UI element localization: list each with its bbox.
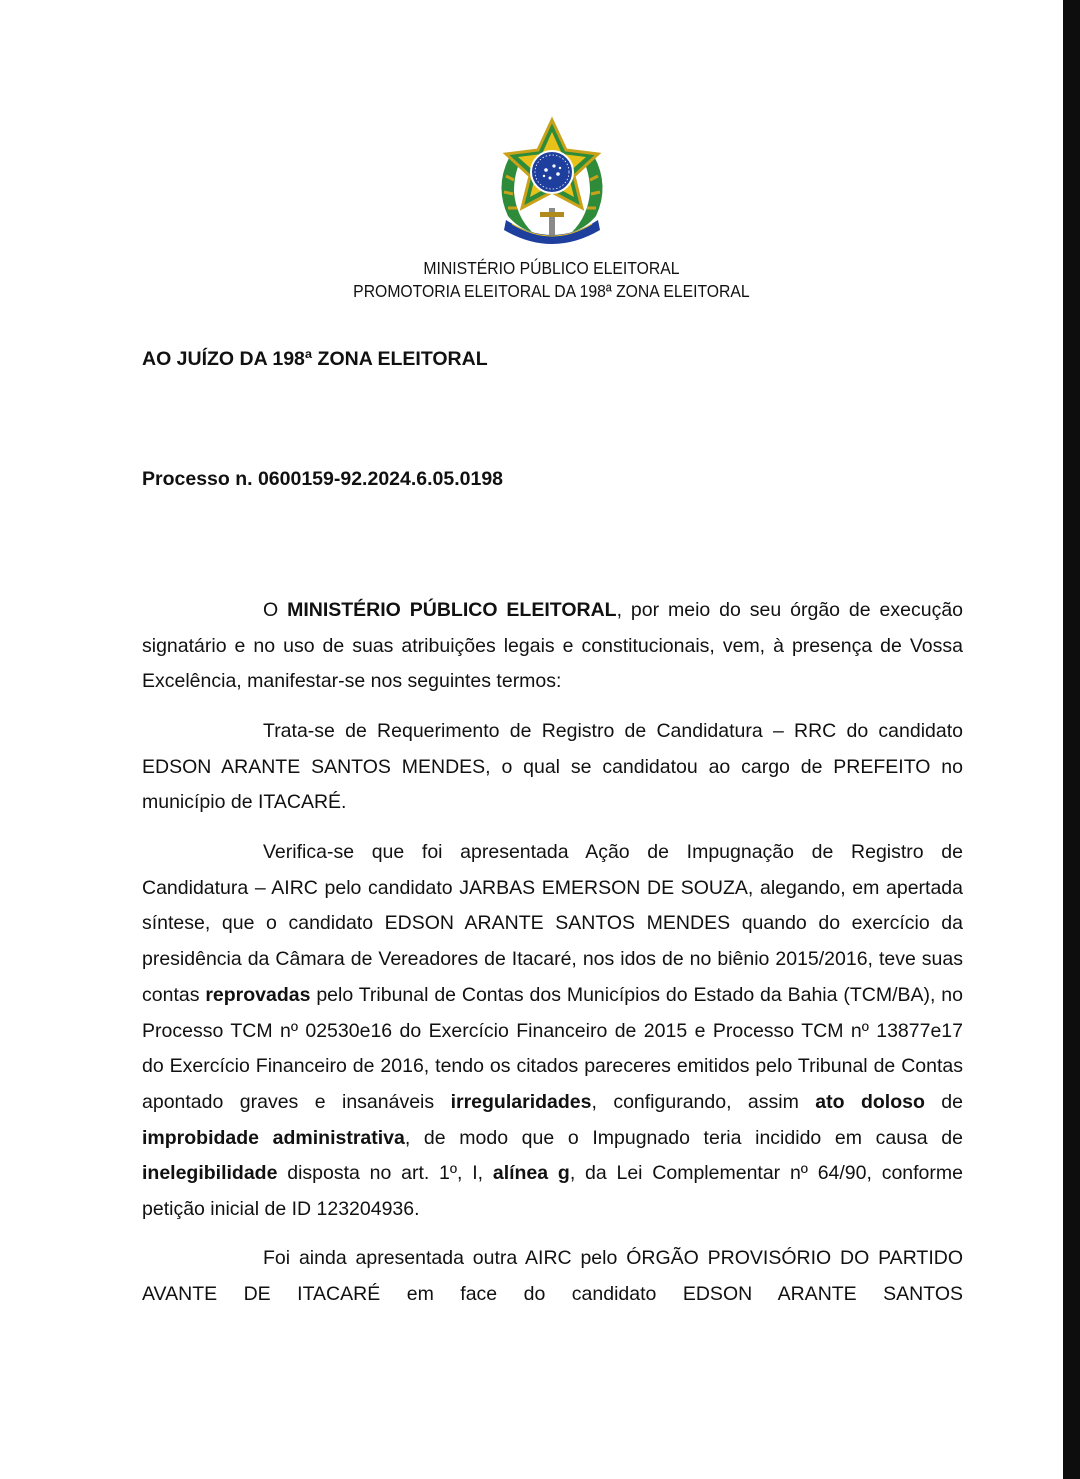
addressee-heading: AO JUÍZO DA 198ª ZONA ELEITORAL [142, 348, 488, 370]
bold-irregularidades: irregularidades [450, 1090, 592, 1113]
bold-alinea: alínea g [492, 1162, 570, 1185]
text-run: , por meio do seu órgão de execução signatário e no uso de suas atribuições legais e constitucionais, vem, à presença de Vossa Excelência, manifestar-se nos seguintes termos: [142, 599, 964, 693]
paragraph-rrc [142, 714, 963, 821]
text-run: O [263, 599, 288, 621]
text-run: Trata-se de Requerimento de Registro de Candidatura – RRC do candidato EDSON ARANTE SANTOS MENDES, o qual se candidatou ao cargo de PREFEITO no município de ITACARÉ. [142, 720, 963, 814]
bold-reprovadas: reprovadas [205, 983, 311, 1006]
bold-improbidade: improbidade administrativa [142, 1126, 405, 1149]
text-run: Verifica-se que foi apresentada Ação de Impugnação de Registro de Candidatura – AIRC pelo candidato JARBAS EMERSON DE SOUZA, alegando, em apertada síntese, que o candidato EDSON ARANTE SANTOS MENDES quando do exercício da presidência da Câmara de Vereadores de Itacaré, nos idos de no biênio 2015/2016, teve suas contas [142, 841, 963, 1006]
brazil-coat-of-arms-icon [488, 116, 616, 248]
paragraph-intro [142, 593, 963, 700]
text-run: de [924, 1090, 963, 1113]
bold-ato-doloso: ato doloso [815, 1090, 925, 1113]
text-run: pelo Tribunal de Contas dos Municípios do Estado da Bahia (TCM/BA), no Processo TCM nº 02530e16 do Exercício Financeiro de 2015 e Processo TCM nº 13877e17 do Exercício Financeiro de 2016, tendo os citados pareceres emitidos pelo Tribunal de Contas apontado graves e insanáveis [142, 983, 963, 1113]
text-run: , da Lei Complementar nº 64/90, conforme petição inicial de ID 123204936. [142, 1162, 963, 1221]
header-line-promotoria: PROMOTORIA ELEITORAL DA 198ª ZONA ELEITORAL [353, 281, 750, 301]
paragraph-airc-avante [142, 1241, 963, 1312]
header-line-ministerio: MINISTÉRIO PÚBLICO ELEITORAL [423, 258, 680, 278]
paragraph-airc [142, 835, 963, 1228]
text-run: , de modo que o Impugnado teria incidido em causa de [404, 1126, 963, 1149]
bold-inelegibilidade: inelegibilidade [142, 1162, 278, 1185]
bold-ministerio: MINISTÉRIO PÚBLICO ELEITORAL [287, 599, 617, 621]
text-run: , configurando, assim [591, 1090, 816, 1113]
viewer-background [1063, 0, 1080, 1479]
text-run: disposta no art. 1º, I, [277, 1162, 493, 1185]
text-run: Foi ainda apresentada outra AIRC pelo ÓRGÃO PROVISÓRIO DO PARTIDO AVANTE DE ITACARÉ em face do candidato EDSON ARANTE SANTOS [142, 1247, 963, 1305]
process-number: Processo n. 0600159-92.2024.6.05.0198 [142, 468, 504, 490]
